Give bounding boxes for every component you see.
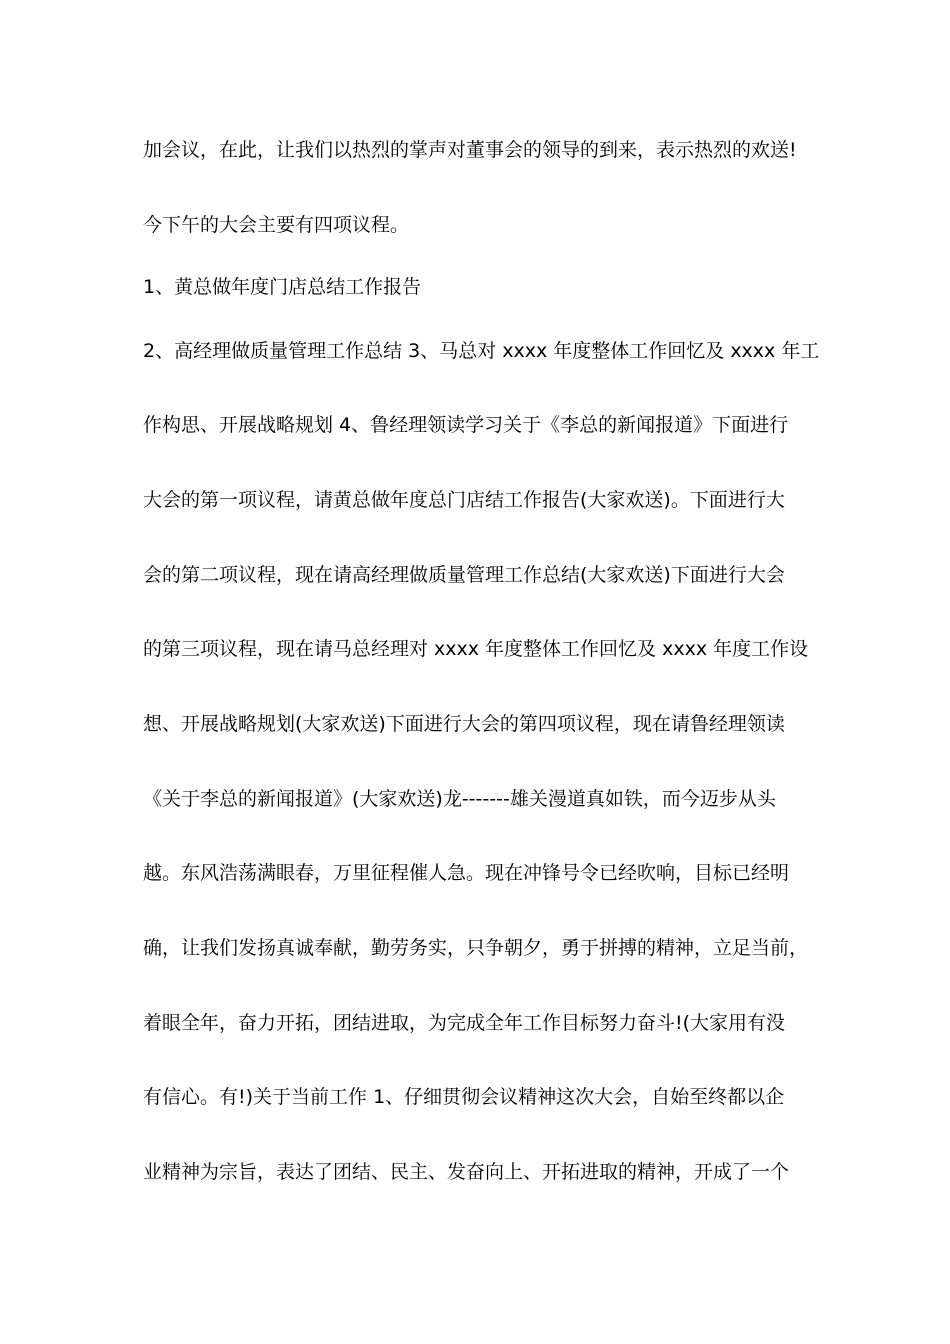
- text-line: 越。东风浩荡满眼春，万里征程催人急。现在冲锋号令已经吹响，目标已经明: [143, 862, 790, 884]
- text-line: 有信心。有!)关于当前工作 1、仔细贯彻会议精神这次大会，自始至终都以企: [143, 1086, 785, 1108]
- text-line: 想、开展战略规划(大家欢送)下面进行大会的第四项议程，现在请鲁经理领读: [143, 713, 785, 735]
- text-line: 1、黄总做年度门店总结工作报告: [143, 276, 422, 298]
- text-line: 2、高经理做质量管理工作总结 3、马总对 xxxx 年度整体工作回忆及 xxxx 年工: [143, 340, 820, 362]
- text-line: 大会的第一项议程，请黄总做年度总门店结工作报告(大家欢送)。下面进行大: [143, 489, 785, 511]
- text-line: 今下午的大会主要有四项议程。: [143, 214, 410, 236]
- text-line: 的第三项议程，现在请马总经理对 xxxx 年度整体工作回忆及 xxxx 年度工作设: [143, 638, 809, 660]
- text-line: 《关于李总的新闻报道》(大家欢送)龙-------雄关漫道真如铁，而今迈步从头: [143, 788, 776, 810]
- text-line: 确，让我们发扬真诚奉献，勤劳务实，只争朝夕，勇于拼搏的精神，立足当前，: [143, 937, 809, 959]
- text-line: 作构思、开展战略规划 4、鲁经理领读学习关于《李总的新闻报道》下面进行: [143, 414, 789, 436]
- text-line: 业精神为宗旨，表达了团结、民主、发奋向上、开拓进取的精神，开成了一个: [143, 1161, 790, 1183]
- text-line: 会的第二项议程，现在请高经理做质量管理工作总结(大家欢送)下面进行大会: [143, 564, 785, 586]
- text-line: 着眼全年，奋力开拓，团结进取，为完成全年工作目标努力奋斗!(大家用有没: [143, 1012, 786, 1034]
- text-line: 加会议，在此，让我们以热烈的掌声对董事会的领导的到来，表示热烈的欢送!: [143, 139, 797, 161]
